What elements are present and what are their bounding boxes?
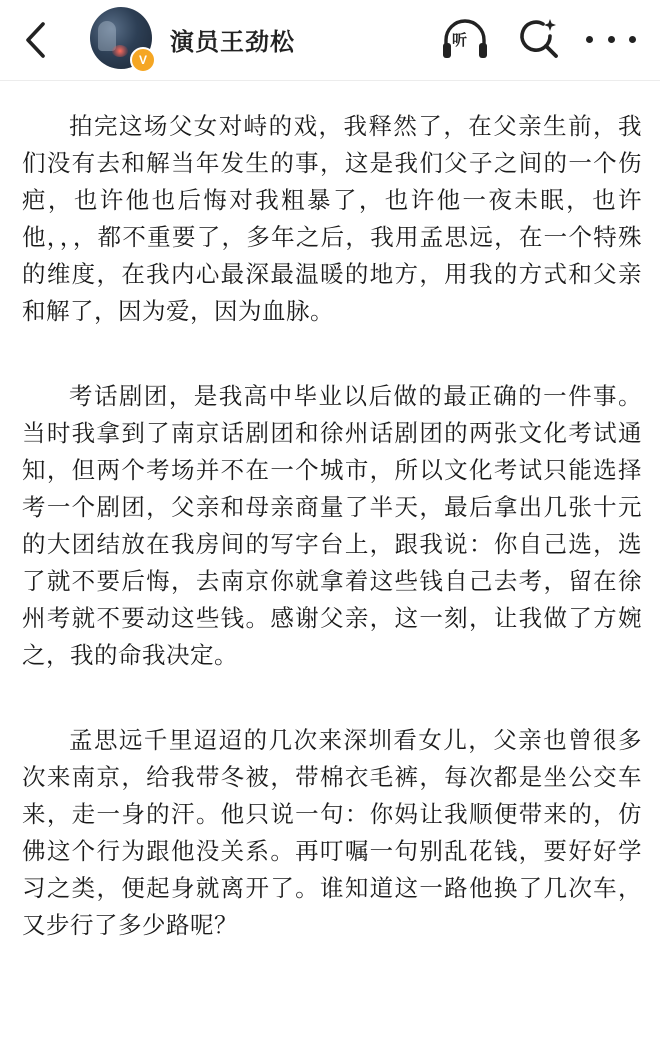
header-divider [0, 80, 660, 81]
article-paragraph: 孟思远千里迢迢的几次来深圳看女儿，父亲也曾很多次来南京，给我带冬被，带棉衣毛裤，每次都是坐公交车来，走一身的汗。他只说一句：你妈让我顺便带来的，仿佛这个行为跟他没关系。再叮嘱一句别乱花钱，要好好学习之类，便起身就离开了。谁知道这一路他换了几次车，又步行了多少路呢？ [22, 726, 642, 939]
more-dots-icon [608, 36, 615, 43]
article-body [22, 108, 642, 992]
verified-badge-icon: V [130, 47, 156, 73]
more-options-button[interactable] [586, 22, 636, 56]
search-icon [516, 16, 562, 62]
chevron-left-icon [23, 20, 49, 60]
listen-label: 听 [452, 31, 468, 49]
more-dots-icon [586, 36, 593, 43]
more-dots-icon [629, 36, 636, 43]
avatar-heart-glow [112, 45, 128, 57]
top-navigation-bar [0, 0, 660, 80]
profile-avatar[interactable] [90, 7, 156, 73]
back-button[interactable] [16, 18, 56, 62]
search-button[interactable] [516, 16, 562, 62]
article-paragraph: 拍完这场父女对峙的戏，我释然了，在父亲生前，我们没有去和解当年发生的事，这是我们父子之间的一个伤疤，也许他也后悔对我粗暴了，也许他一夜未眠，也许他，，，都不重要了，多年之后，我用孟思远，在一个特殊的维度，在我内心最深最温暖的地方，用我的方式和父亲和解了，因为爱，因为血脉。 [22, 112, 642, 325]
listen-button[interactable] [440, 16, 490, 62]
article-paragraph: 考话剧团，是我高中毕业以后做的最正确的一件事。当时我拿到了南京话剧团和徐州话剧团的两张文化考试通知，但两个考场并不在一个城市，所以文化考试只能选择考一个剧团，父亲和母亲商量了半天，最后拿出几张十元的大团结放在我房间的写字台上，跟我说：你自己选，选了就不要后悔，去南京你就拿着这些钱自己去考，留在徐州考就不要动这些钱。感谢父亲，这一刻，让我做了方婉之，我的命我决定。 [22, 382, 642, 669]
account-title[interactable]: 演员王劲松 [170, 28, 295, 56]
